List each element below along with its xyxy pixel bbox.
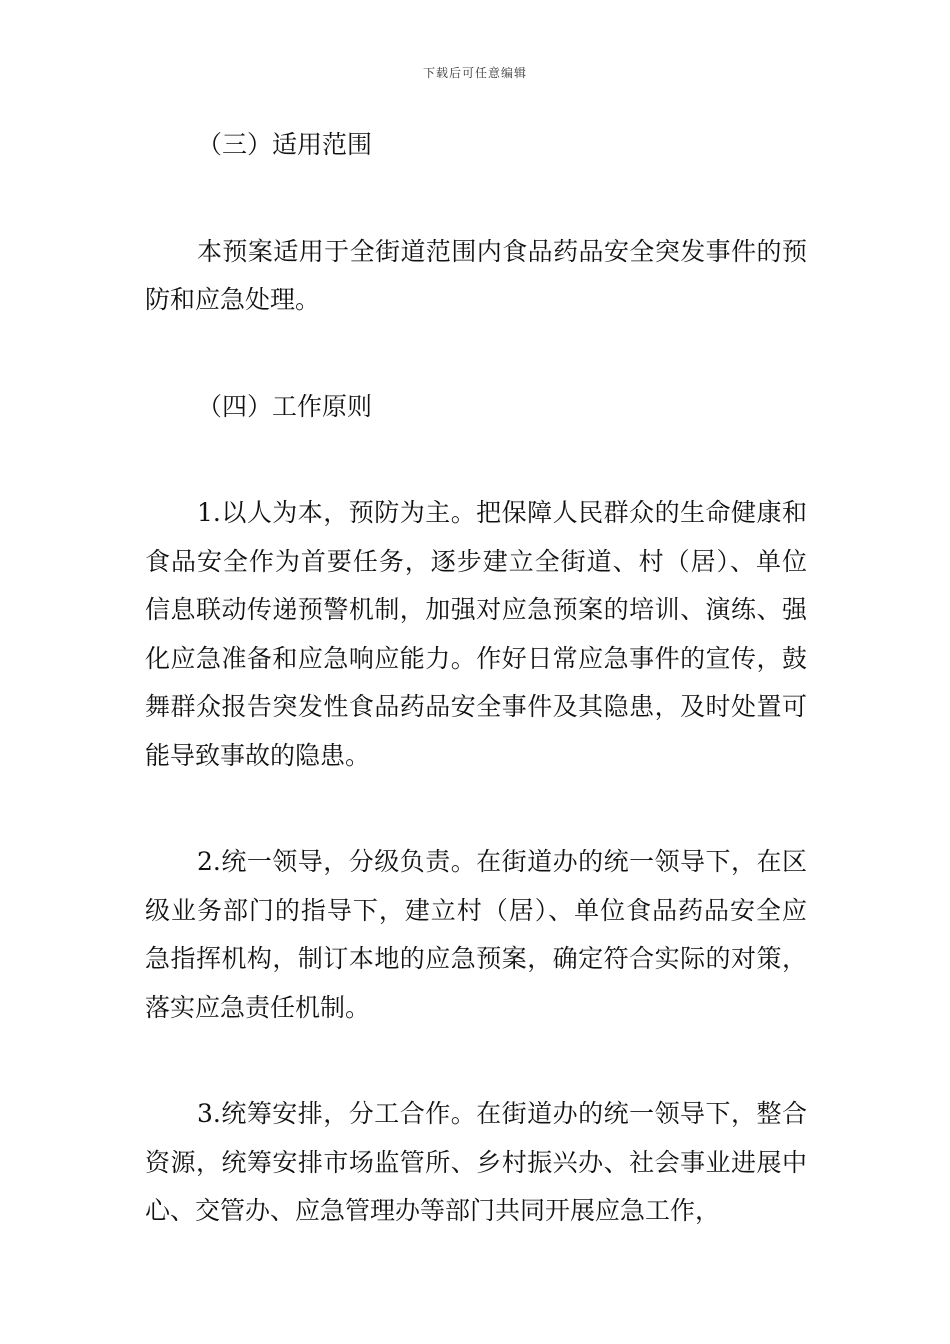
principle-paragraph-2: 2.统一领导，分级负责。在街道办的统一领导下，在区级业务部门的指导下，建立村（居）、单位食品药品安全应急指挥机构，制订本地的应急预案，确定符合实际的对策，落实应急责任机制。 bbox=[145, 847, 807, 1022]
section-heading-principles: （四）工作原则 bbox=[197, 391, 373, 421]
principle-paragraph-3: 3.统筹安排，分工合作。在街道办的统一领导下，整合资源，统筹安排市场监管所、乡村振兴办、社会事业进展中心、交管办、应急管理办等部门共同开展应急工作， bbox=[145, 1099, 807, 1225]
page-header-note: 下载后可任意编辑 bbox=[422, 66, 527, 80]
section-heading-scope: （三）适用范围 bbox=[197, 130, 373, 159]
document-body bbox=[145, 121, 807, 1236]
principle-paragraph-1: 1.以人为本，预防为主。把保障人民群众的生命健康和食品安全作为首要任务，逐步建立全街道、村（居）、单位信息联动传递预警机制，加强对应急预案的培训、演练、强化应急准备和应急响应能力。作好日常应急事件的宣传，鼓舞群众报告突发性食品药品安全事件及其隐患，及时处置可能导致事故的隐患。 bbox=[145, 498, 807, 770]
scope-paragraph: 本预案适用于全街道范围内食品药品安全突发事件的预防和应急处理。 bbox=[145, 236, 807, 314]
